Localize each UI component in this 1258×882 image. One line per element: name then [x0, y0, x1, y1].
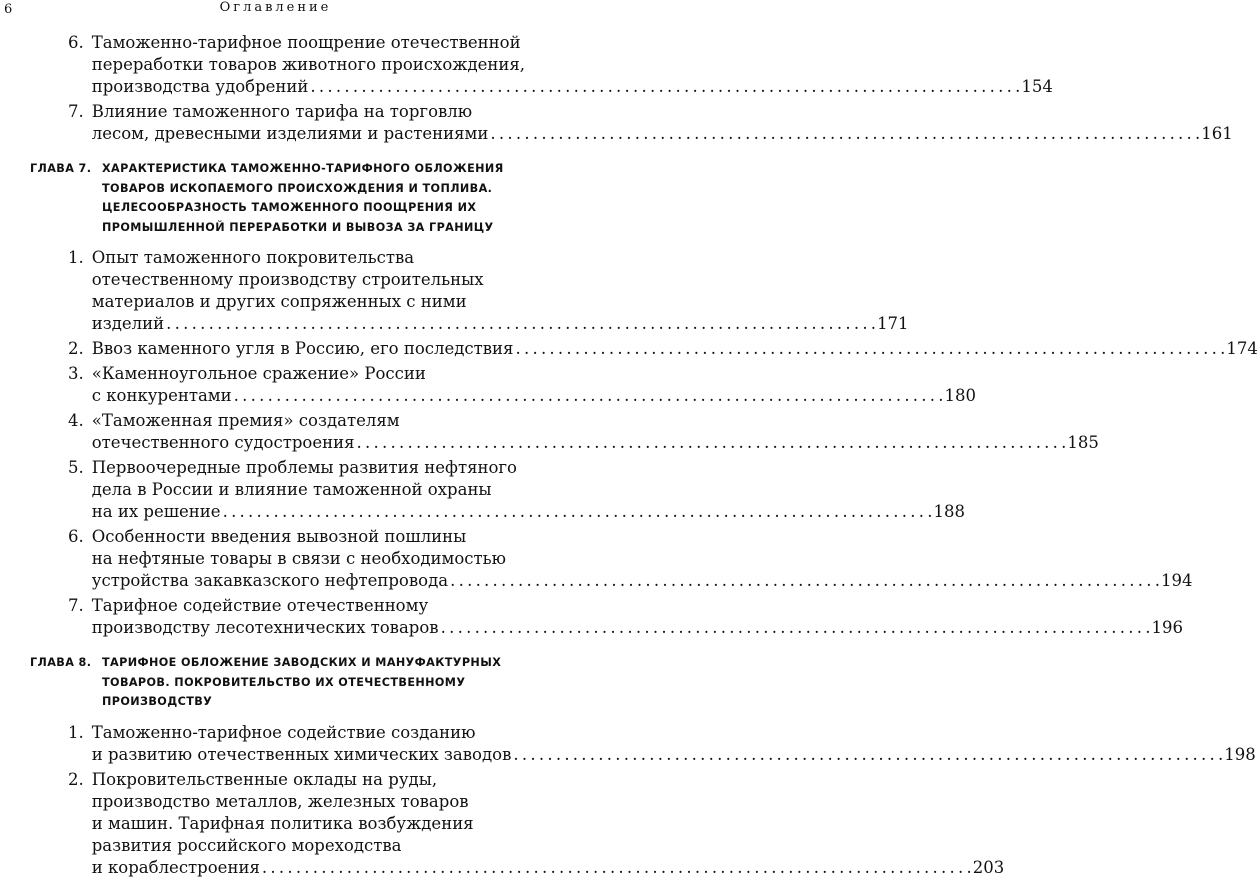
- toc-entry[interactable]: [68, 363, 977, 407]
- dot-leader: [262, 857, 971, 879]
- entry-line: лесом, древесными изделиями и растениями: [91, 124, 489, 143]
- entry-number: 7.: [68, 102, 84, 121]
- entry-line: изделий: [91, 314, 165, 333]
- chapter-title-line: ЦЕЛЕСООБРАЗНОСТЬ ТАМОЖЕННОГО ПООЩРЕНИЯ ИХ: [102, 201, 477, 214]
- entry-line: переработки товаров животного происхождения,: [91, 55, 526, 74]
- entry-line: Таможенно-тарифное поощрение отечественной: [91, 33, 521, 52]
- entry-number: 5.: [68, 458, 84, 477]
- dot-leader: [515, 338, 1224, 360]
- entry-line: Ввоз каменного угля в Россию, его последствия: [91, 339, 514, 358]
- running-title: Оглавление: [219, 0, 332, 15]
- entry-line: отечественного судостроения: [91, 433, 355, 452]
- entry-number: 3.: [68, 364, 84, 383]
- entry-line: Влияние таможенного тарифа на торговлю: [91, 102, 473, 121]
- entry-text: [92, 410, 1099, 454]
- toc-section-top: [30, 32, 1233, 145]
- entry-text: [92, 338, 1258, 360]
- toc-entry[interactable]: [68, 769, 1005, 879]
- toc-entry[interactable]: [68, 338, 1258, 360]
- entry-number: 6.: [68, 527, 84, 546]
- entry-line: устройства закавказского нефтепровода: [91, 571, 449, 590]
- chapter-title: [102, 653, 538, 712]
- toc-entry[interactable]: [68, 722, 1256, 766]
- entry-line: на нефтяные товары в связи с необходимостью: [91, 549, 507, 568]
- dot-leader: [310, 76, 1019, 98]
- toc-entry[interactable]: [68, 526, 1193, 592]
- entry-text: [92, 769, 1005, 879]
- entry-line: на их решение: [91, 502, 221, 521]
- entry-text: [92, 363, 976, 407]
- page-reference: 194: [1161, 571, 1193, 590]
- toc-body: [30, 32, 1258, 882]
- entry-text: [92, 32, 1053, 98]
- entry-line: отечественному производству строительных: [91, 270, 484, 289]
- entry-line: дела в России и влияние таможенной охраны: [91, 480, 492, 499]
- dot-leader: [441, 617, 1150, 639]
- page-reference: 185: [1067, 433, 1099, 452]
- page-reference: 161: [1201, 124, 1233, 143]
- entry-last-line: [92, 857, 1005, 879]
- entry-last-line: [92, 385, 976, 407]
- entry-last-line: [92, 338, 1258, 360]
- entry-line: Таможенно-тарифное содействие созданию: [91, 722, 476, 742]
- toc-entry[interactable]: [68, 32, 1053, 98]
- entry-line: и машин. Тарифная политика возбуждения: [91, 813, 474, 833]
- toc-entry[interactable]: [68, 101, 1233, 145]
- chapter-label: ГЛАВА 8.: [30, 656, 92, 669]
- entry-last-line: [92, 744, 1256, 766]
- entry-number: 2.: [68, 339, 84, 358]
- dot-leader: [490, 123, 1199, 145]
- chapter-7-entries: [30, 247, 1258, 639]
- page-reference: 171: [877, 314, 909, 333]
- chapter-title-line: ХАРАКТЕРИСТИКА ТАМОЖЕННО-ТАРИФНОГО ОБЛОЖЕНИЯ: [102, 162, 504, 175]
- entry-line: «Таможенная премия» создателям: [91, 411, 400, 430]
- entry-line: Покровительственные оклады на руды,: [91, 769, 438, 789]
- entry-line: производства удобрений: [91, 77, 309, 96]
- dot-leader: [513, 744, 1222, 766]
- entry-line: с конкурентами: [91, 386, 232, 405]
- page-reference: 154: [1021, 77, 1053, 96]
- entry-last-line: [92, 76, 1053, 98]
- chapter-8-entries: [30, 722, 1256, 879]
- dot-leader: [450, 570, 1159, 592]
- entry-number: 4.: [68, 411, 84, 430]
- entry-line: производству лесотехнических товаров: [91, 618, 439, 637]
- page-reference: 180: [944, 386, 977, 405]
- toc-entry[interactable]: [68, 410, 1099, 454]
- entry-number: 6.: [68, 33, 84, 52]
- entry-last-line: [92, 123, 1233, 145]
- chapter-title-line: ТОВАРОВ ИСКОПАЕМОГО ПРОИСХОЖДЕНИЯ И ТОПЛИВА.: [102, 181, 493, 195]
- toc-entry[interactable]: [68, 457, 965, 523]
- entry-line: Первоочередные проблемы развития нефтяного: [91, 458, 517, 477]
- entry-line: Опыт таможенного покровительства: [91, 248, 415, 267]
- toc-entry[interactable]: [68, 247, 909, 335]
- entry-line: производство металлов, железных товаров: [91, 791, 469, 811]
- entry-text: [92, 457, 965, 523]
- dot-leader: [234, 385, 943, 407]
- entry-line: Особенности введения вывозной пошлины: [91, 527, 467, 546]
- entry-text: [92, 526, 1193, 592]
- page-reference: 188: [933, 502, 965, 521]
- entry-last-line: [92, 501, 965, 523]
- entry-number: 2.: [68, 769, 84, 789]
- entry-last-line: [92, 570, 1193, 592]
- chapter-title-line: ТАРИФНОЕ ОБЛОЖЕНИЕ ЗАВОДСКИХ И МАНУФАКТУРНЫХ: [102, 656, 502, 669]
- chapter-label: ГЛАВА 7.: [30, 162, 92, 175]
- chapter-title-line: ПРОИЗВОДСТВУ: [102, 695, 213, 708]
- chapter-title-line: ПРОМЫШЛЕННОЙ ПЕРЕРАБОТКИ И ВЫВОЗА ЗА ГРАНИЦУ: [102, 220, 494, 234]
- entry-number: 7.: [68, 596, 84, 615]
- entry-last-line: [92, 313, 909, 335]
- entry-number: 1.: [68, 722, 84, 742]
- entry-line: материалов и других сопряженных с ними: [91, 292, 467, 311]
- page-reference: 203: [972, 857, 1005, 877]
- entry-text: [92, 247, 909, 335]
- entry-line: Тарифное содействие отечественному: [91, 596, 429, 615]
- chapter-title: [102, 159, 538, 237]
- entry-number: 1.: [68, 248, 84, 267]
- page-reference: 174: [1226, 339, 1258, 358]
- entry-line: развития российского мореходства: [91, 835, 402, 855]
- entry-last-line: [92, 617, 1183, 639]
- dot-leader: [166, 313, 875, 335]
- page-number: 6: [4, 2, 13, 17]
- page-reference: 198: [1224, 744, 1256, 764]
- toc-entry[interactable]: [68, 595, 1184, 639]
- entry-text: [92, 595, 1183, 639]
- chapter-title-line: ТОВАРОВ. ПОКРОВИТЕЛЬСТВО ИХ ОТЕЧЕСТВЕННОМУ: [102, 675, 466, 689]
- chapter-7-heading: [30, 159, 538, 237]
- page-reference: 196: [1151, 618, 1184, 637]
- dot-leader: [357, 432, 1066, 454]
- entry-text: [92, 101, 1233, 145]
- dot-leader: [223, 501, 932, 523]
- entry-line: «Каменноугольное сражение» России: [91, 364, 426, 383]
- entry-text: [92, 722, 1256, 766]
- entry-line: и развитию отечественных химических заводов: [91, 744, 512, 764]
- entry-last-line: [92, 432, 1099, 454]
- entry-line: и кораблестроения: [91, 857, 260, 877]
- chapter-8-heading: [30, 653, 538, 712]
